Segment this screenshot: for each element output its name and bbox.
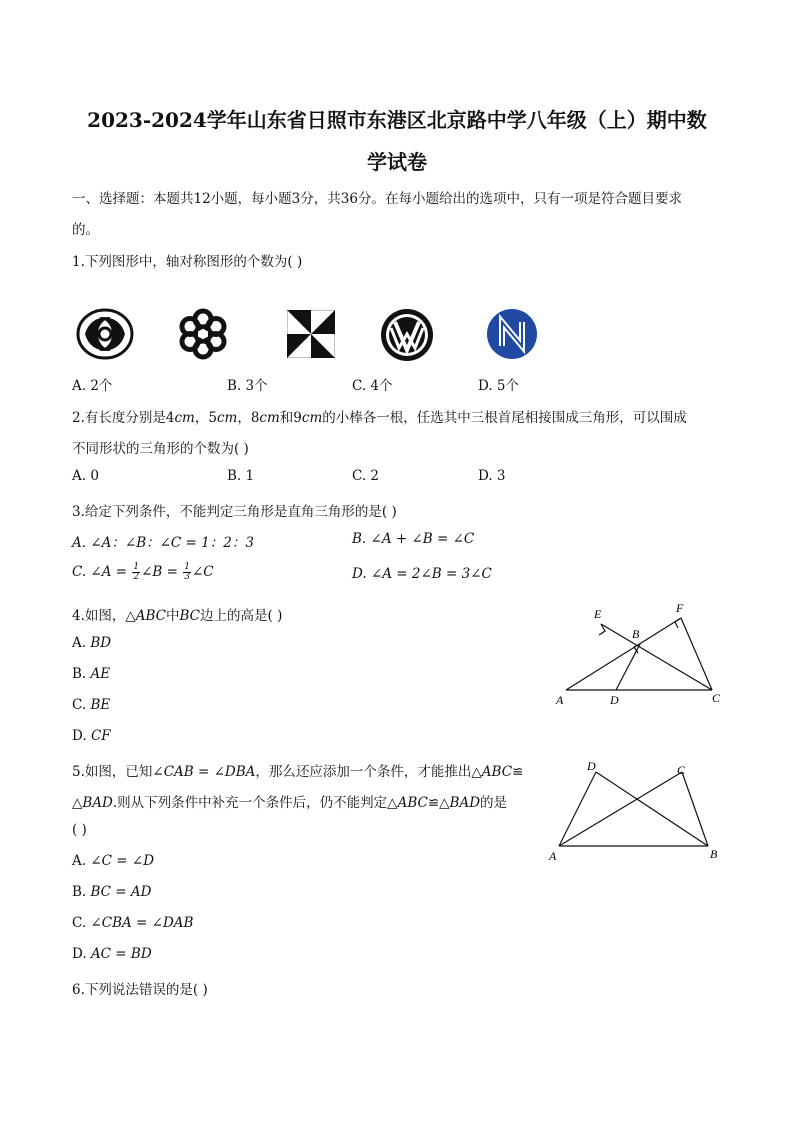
q4-triangle-figure xyxy=(550,598,730,714)
n-circle-logo-icon xyxy=(486,308,538,360)
q2-option-b[interactable]: B. 1 xyxy=(227,468,255,484)
section-instruction-line2: 的。 xyxy=(72,222,99,238)
q5-stem-line3: ( ) xyxy=(72,822,87,838)
label-D: D xyxy=(610,693,619,707)
q4-option-a[interactable]: A. BD xyxy=(72,635,112,651)
label-B: B xyxy=(632,627,640,641)
q1-option-c[interactable]: C. 4个 xyxy=(352,378,393,394)
q5-option-c[interactable]: C. ∠CBA = ∠DAB xyxy=(72,915,194,931)
q2-option-c[interactable]: C. 2 xyxy=(352,468,380,484)
q2-stem-line2: 不同形状的三角形的个数为( ) xyxy=(72,441,249,457)
exam-title-line2: 学试卷 xyxy=(367,150,427,174)
q3-option-a[interactable]: A. ∠A：∠B：∠C = 1：2：3 xyxy=(72,535,254,551)
q2-option-d[interactable]: D. 3 xyxy=(478,468,506,484)
q5-stem-line2: △BAD.则从下列条件中补充一个条件后，仍不能判定△ABC≌△BAD的是 xyxy=(72,795,508,811)
label-A: A xyxy=(556,693,564,707)
dongfeng-logo-icon xyxy=(76,308,134,360)
flower-hexagon-logo-icon xyxy=(174,308,232,360)
q5-option-b[interactable]: B. BC = AD xyxy=(72,884,152,900)
pinwheel-logo-icon xyxy=(287,310,335,358)
q1-option-d[interactable]: D. 5个 xyxy=(478,378,520,394)
label-F: F xyxy=(676,601,684,615)
volkswagen-logo-icon xyxy=(378,308,436,362)
q5-option-d[interactable]: D. AC = BD xyxy=(72,946,152,962)
q1-option-b[interactable]: B. 3个 xyxy=(227,378,268,394)
q4-option-c[interactable]: C. BE xyxy=(72,697,111,713)
q2-stem-line1: 2.有长度分别是4cm，5cm，8cm和9cm的小棒各一根，任选其中三根首尾相接围成三角形，可以围成 xyxy=(72,410,687,426)
q5-quadrilateral-figure xyxy=(545,758,730,870)
q2-option-a[interactable]: A. 0 xyxy=(72,468,99,484)
q4-option-b[interactable]: B. AE xyxy=(72,666,111,682)
label-C: C xyxy=(712,691,721,705)
label-D: D xyxy=(587,759,596,773)
q3-option-d[interactable]: D. ∠A = 2∠B = 3∠C xyxy=(352,566,492,582)
exam-title-line1: 2023-2024学年山东省日照市东港区北京路中学八年级（上）期中数 xyxy=(87,108,707,132)
label-B: B xyxy=(710,847,718,861)
section-instruction-line1: 一、选择题：本题共12小题，每小题3分，共36分。在每小题给出的选项中，只有一项是符合题目要求 xyxy=(72,191,682,207)
fraction-one-third: $\frac{1}{3}$ xyxy=(184,562,190,582)
q4-stem: 4.如图，△ABC中BC边上的高是( ) xyxy=(72,608,283,624)
q5-option-a[interactable]: A. ∠C = ∠D xyxy=(72,853,155,869)
q3-option-c[interactable]: C. ∠A = $\frac{1}{2}$ ∠B = $\frac{1}{3}$ ∠C xyxy=(72,562,214,582)
label-A: A xyxy=(549,849,557,863)
q4-option-d[interactable]: D. CF xyxy=(72,728,111,744)
q6-stem: 6.下列说法错误的是( ) xyxy=(72,982,208,998)
q1-stem: 1.下列图形中，轴对称图形的个数为( ) xyxy=(72,254,303,270)
q1-option-a[interactable]: A. 2个 xyxy=(72,378,113,394)
label-E: E xyxy=(594,607,602,621)
label-C: C xyxy=(677,763,686,777)
q3-option-b[interactable]: B. ∠A + ∠B = ∠C xyxy=(352,531,475,547)
fraction-one-half: $\frac{1}{2}$ xyxy=(133,562,140,582)
q5-stem-line1: 5.如图，已知∠CAB = ∠DBA，那么还应添加一个条件，才能推出△ABC≌ xyxy=(72,764,524,780)
q3-stem: 3.给定下列条件，不能判定三角形是直角三角形的是( ) xyxy=(72,504,397,520)
